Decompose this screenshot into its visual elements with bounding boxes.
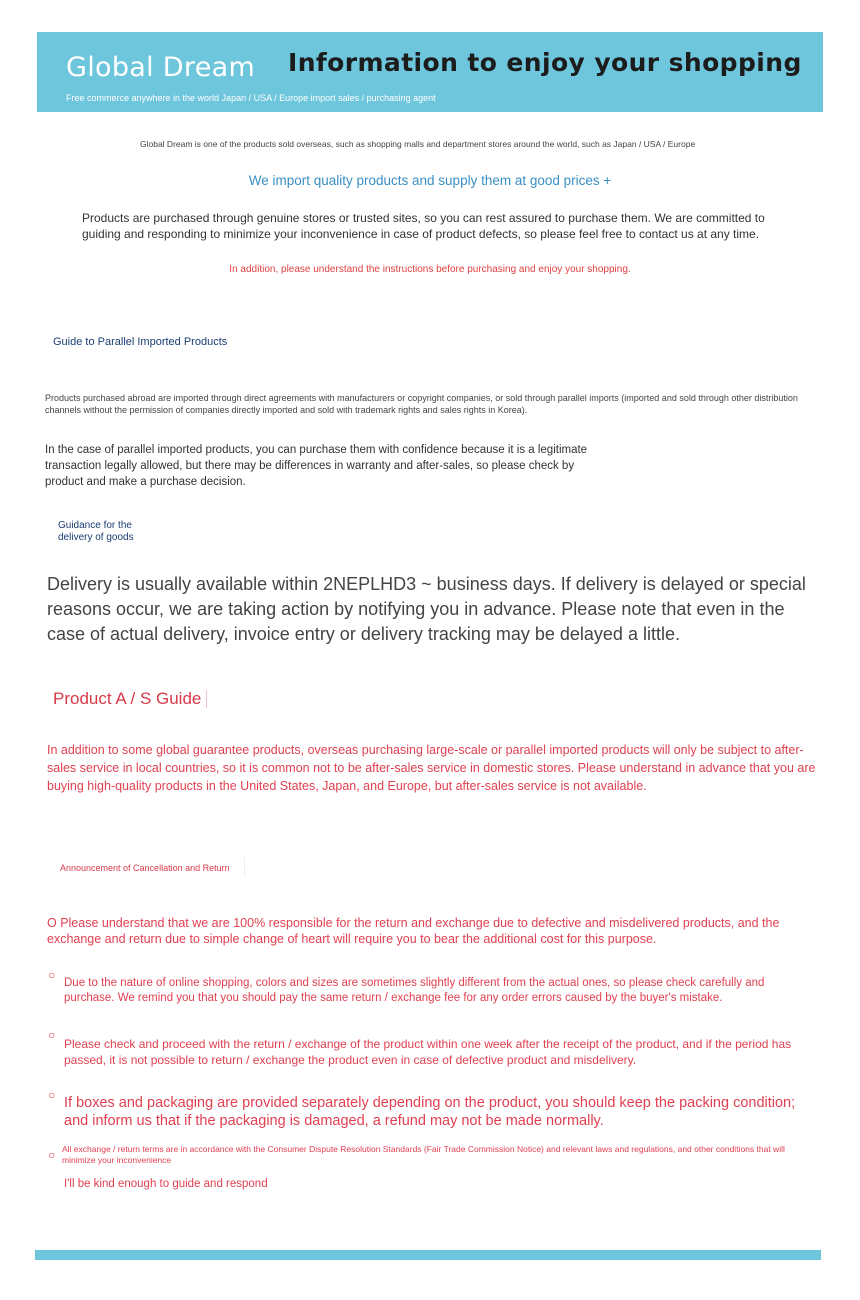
list-item: All exchange / return terms are in accordance with the Consumer Dispute Resolution Standards (Fair Trade Commission Notice) and relevant laws and regulations, and other conditions that will minimize your inconvenience xyxy=(62,1144,785,1165)
intro-instructions-note: In addition, please understand the instructions before purchasing and enjoy your shopping. xyxy=(229,264,631,275)
delivery-heading: Guidance for the delivery of goods xyxy=(58,520,134,543)
list-item: Please check and proceed with the return / exchange of the product within one week after the receipt of the product, and if the period has passed, it is not possible to return / exchange the product even in case of defective product and misdelivery. xyxy=(64,1037,792,1067)
brand-logo-text: Global Dream xyxy=(66,52,256,83)
parallel-import-heading: Guide to Parallel Imported Products xyxy=(53,336,228,348)
bullet-circle-icon: ○ xyxy=(48,1088,56,1102)
page-headline: Information to enjoy your shopping xyxy=(288,48,802,77)
bullet-circle-icon: ○ xyxy=(48,1028,56,1042)
list-item: Due to the nature of online shopping, colors and sizes are sometimes slightly different from the actual ones, so please check carefully and purchase. We remind you that you should pay the same return / exchange fee for any order errors caused by the buyer's mistake. xyxy=(64,977,765,1004)
cancellation-heading: Announcement of Cancellation and Return xyxy=(60,863,230,873)
footer-bar xyxy=(35,1250,821,1260)
after-sales-heading: Product A / S Guide xyxy=(53,689,202,708)
after-sales-paragraph: In addition to some global guarantee products, overseas purchasing large-scale or parallel imported products will only be subject to after-sales service in local countries, so it is common not to be after-sales service in domestic stores. Please understand in advance that you are buying high-quality products in the United States, Japan, and Europe, but after-sales service is not available. xyxy=(47,743,816,793)
delivery-paragraph: Delivery is usually available within 2NEPLHD3 ~ business days. If delivery is delayed or special reasons occur, we are taking action by notifying you in advance. Please note that even in the case of actual delivery, invoice entry or delivery tracking may be delayed a little. xyxy=(47,574,806,644)
heading-divider xyxy=(244,857,245,877)
bullet-circle-icon: ○ xyxy=(48,1148,56,1162)
intro-description: Global Dream is one of the products sold overseas, such as shopping malls and department stores around the world, such as Japan / USA / Europe xyxy=(140,139,696,149)
intro-value-proposition: We import quality products and supply them at good prices + xyxy=(248,173,612,188)
bullet-circle-icon: ○ xyxy=(48,968,56,982)
closing-line: I'll be kind enough to guide and respond xyxy=(64,1178,268,1190)
list-item: If boxes and packaging are provided separately depending on the product, you should keep the packing condition; and inform us that if the packaging is damaged, a refund may not be made normally. xyxy=(64,1095,796,1129)
cancellation-lead: O Please understand that we are 100% responsible for the return and exchange due to defective and misdelivered products, and the exchange and return due to simple change of heart will require you to bear the additional cost for this purpose. xyxy=(47,916,780,946)
banner-tagline: Free commerce anywhere in the world Japan / USA / Europe import sales / purchasing agent xyxy=(66,93,436,103)
intro-assurance: Products are purchased through genuine stores or trusted sites, so you can rest assured to purchase them. We are committed to guiding and responding to minimize your inconvenience in case of product defects, so please feel free to contact us at any time. xyxy=(82,211,765,241)
header-banner xyxy=(37,32,823,112)
parallel-import-paragraph-2: In the case of parallel imported products, you can purchase them with confidence because it is a legitimate transaction legally allowed, but there may be differences in warranty and after-sales, so please check by product and make a purchase decision. xyxy=(45,444,588,488)
heading-divider xyxy=(206,690,207,708)
parallel-import-paragraph-1: Products purchased abroad are imported through direct agreements with manufacturers or copyright companies, or sold through parallel imports (imported and sold through other distribution channels without the permission of companies directly imported and sold with trademark rights and sales rights in Korea). xyxy=(45,393,798,415)
